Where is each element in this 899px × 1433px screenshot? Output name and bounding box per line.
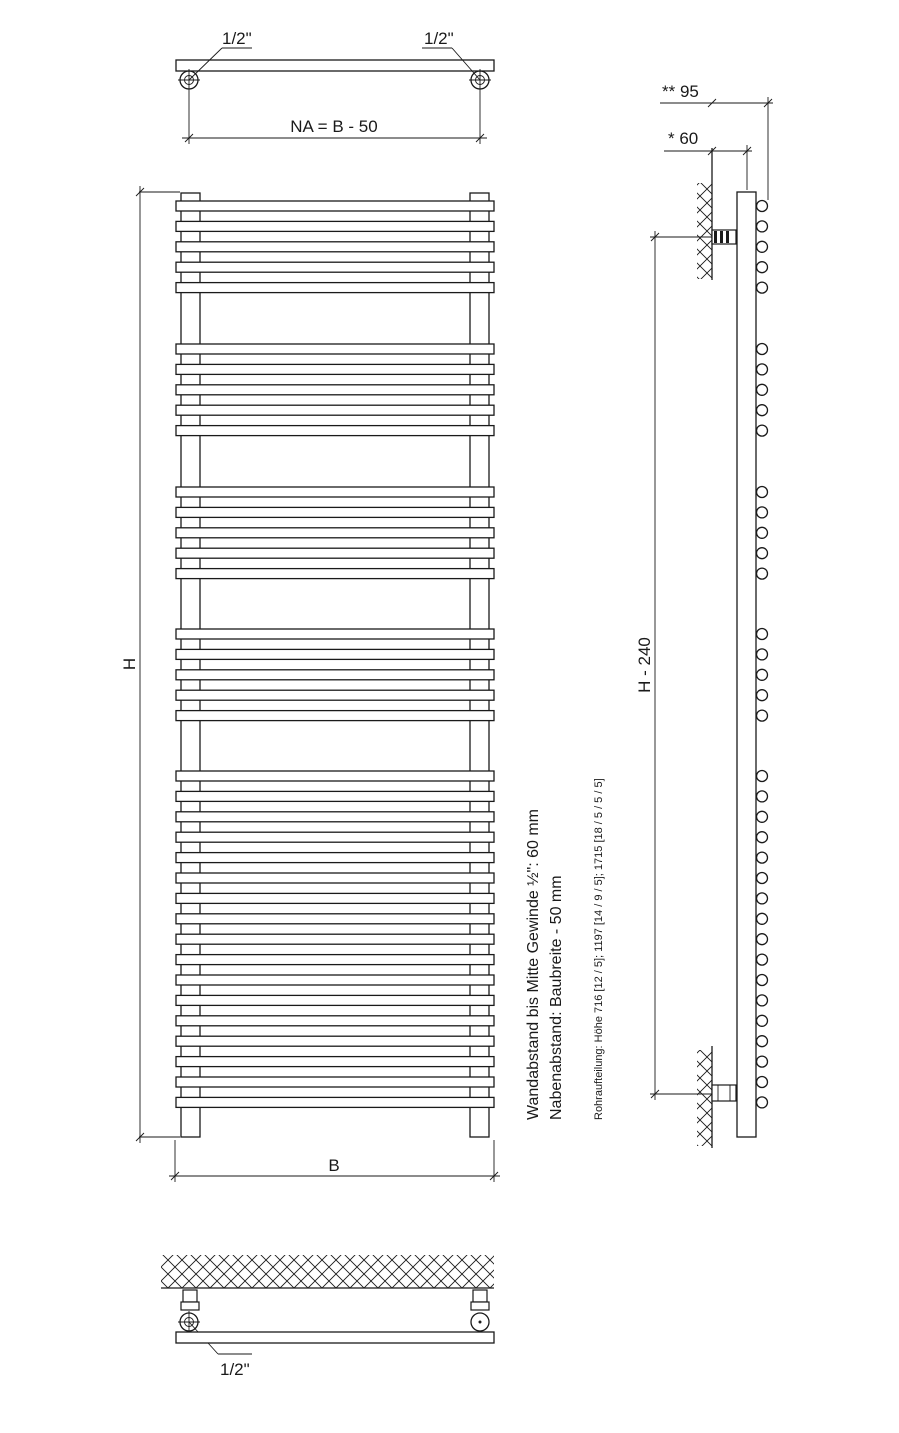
tube-bar [176,1097,494,1107]
tube-bar [176,812,494,822]
notes [525,778,605,1120]
tube-section-circle [757,771,768,782]
tube-bar [176,711,494,721]
tube-bar [176,1036,494,1046]
bottom-view [161,1255,494,1379]
note-tube-division: Rohraufteilung: Höhe 716 [12 / 5]; 1197 [14 / 9 / 5]; 1715 [18 / 5 / 5 / 5] [593,778,605,1120]
tube-section-circle [757,241,768,252]
tube-section-circle [757,995,768,1006]
tube-section-circle [757,221,768,232]
hub-distance-label: NA = B - 50 [290,117,378,136]
tube-bar [176,832,494,842]
dim-60-label: * 60 [668,129,699,148]
height-dimension [136,186,180,1143]
tube-section-circle [757,893,768,904]
tube-bar [176,853,494,863]
tube-section-circle [757,487,768,498]
tube-bar [176,955,494,965]
tube-bar [176,975,494,985]
bottom-view-bar [176,1332,494,1343]
top-left-connection-label: 1/2" [222,29,252,48]
tube-section-circle [757,364,768,375]
tube-group [176,201,494,1107]
tube-section-circle [757,527,768,538]
tube-section-circle [757,1036,768,1047]
tube-section-circle [757,934,768,945]
lower-wall-hatch [697,1050,712,1146]
tube-bar [176,548,494,558]
tube-section-circle [757,710,768,721]
tube-section-circle [757,649,768,660]
h240-dimension [650,231,712,1100]
tube-section-circle [757,975,768,986]
tube-bar [176,791,494,801]
top-view [176,29,494,144]
tube-section-circle [757,1015,768,1026]
tube-bar [176,649,494,659]
tube-bar [176,995,494,1005]
tube-bar [176,528,494,538]
top-view-bar [176,60,494,71]
tube-bar [176,914,494,924]
bottom-right-valve [471,1290,489,1331]
tube-bar [176,1057,494,1067]
tube-section-circle [757,913,768,924]
tube-section-circle [757,954,768,965]
upper-fitting [712,230,736,244]
dim-95 [660,97,773,200]
side-tubes [757,201,768,1108]
tube-section-circle [757,1097,768,1108]
tube-section-circle [757,201,768,212]
top-right-connection-label: 1/2" [424,29,454,48]
tube-section-circle [757,282,768,293]
h240-label: H - 240 [635,637,654,693]
tube-section-circle [757,344,768,355]
tube-section-circle [757,262,768,273]
tube-section-circle [757,548,768,559]
bottom-wall-hatch [161,1255,494,1288]
tube-bar [176,670,494,680]
tube-bar [176,364,494,374]
tube-section-circle [757,629,768,640]
tube-bar [176,201,494,211]
width-label: B [328,1156,340,1175]
tube-bar [176,629,494,639]
tube-bar [176,262,494,272]
tube-bar [176,873,494,883]
tube-bar [176,569,494,579]
tube-section-circle [757,852,768,863]
tube-section-circle [757,832,768,843]
tube-bar [176,283,494,293]
note-wall-distance: Wandabstand bis Mitte Gewinde ½": 60 mm [525,808,542,1120]
tube-section-circle [757,690,768,701]
tube-bar [176,893,494,903]
side-collector [737,192,756,1137]
tube-section-circle [757,873,768,884]
tube-section-circle [757,507,768,518]
tube-section-circle [757,669,768,680]
tube-bar [176,221,494,231]
tube-bar [176,405,494,415]
front-view [120,186,500,1182]
height-label: H [120,657,139,671]
tube-section-circle [757,791,768,802]
tube-section-circle [757,568,768,579]
tube-bar [176,426,494,436]
tube-section-circle [757,1077,768,1088]
tube-bar [176,1016,494,1026]
tube-section-circle [757,405,768,416]
tube-bar [176,507,494,517]
tube-bar [176,690,494,700]
tube-bar [176,385,494,395]
lower-fitting [712,1085,736,1101]
tube-bar [176,487,494,497]
upper-wall-hatch [697,183,712,279]
note-hub-distance: Nabenabstand: Baubreite - 50 mm [548,875,565,1120]
tube-bar [176,1077,494,1087]
tube-section-circle [757,811,768,822]
bottom-left-valve [178,1290,252,1354]
tube-bar [176,344,494,354]
tube-section-circle [757,425,768,436]
tube-section-circle [757,384,768,395]
tube-bar [176,242,494,252]
tube-bar [176,771,494,781]
tube-bar [176,934,494,944]
dim-95-label: ** 95 [662,82,699,101]
tube-section-circle [757,1056,768,1067]
bottom-connection-label: 1/2" [220,1360,250,1379]
side-view [635,82,773,1148]
